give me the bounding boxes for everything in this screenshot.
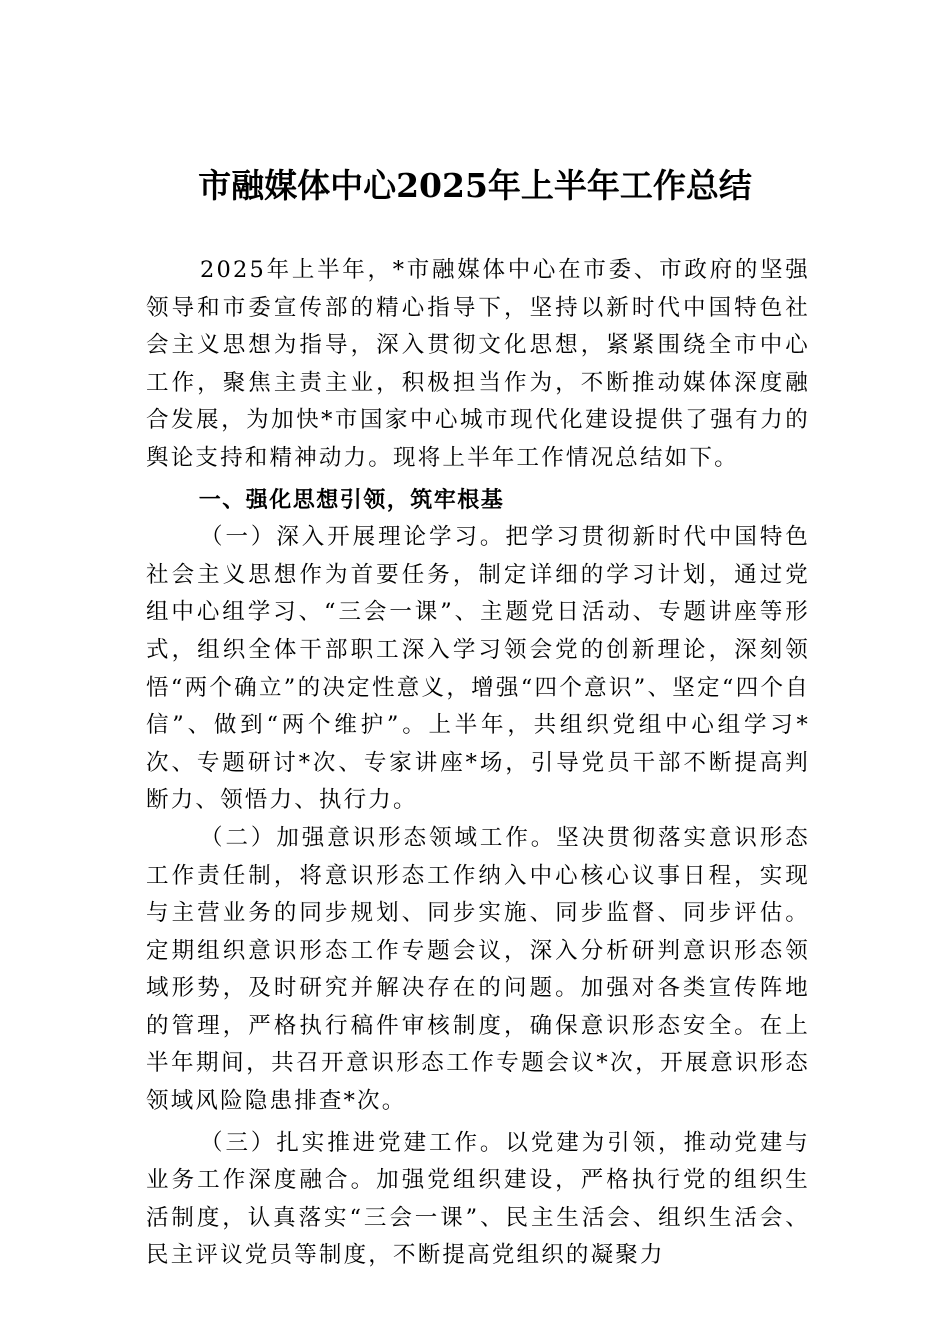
document-body [146,252,810,1275]
item-lead: （三）扎实推进党建工作。 [200,1129,506,1156]
item-text: 把学习贯彻新时代中国特色社会主义思想作为首要任务，制定详细的学习计划，通过党组中心组学习、“三会一课”、主题党日活动、专题讲座等形式，组织全体干部职工深入学习领会党的创新理论，深刻领悟“两个确立”的决定性意义，增强“四个意识”、坚定“四个自信”、做到“两个维护”。上半年，共组织党组中心组学习*次、专题研讨*次、专家讲座*场，引导党员干部不断提高判断力、领悟力、执行力。 [146,524,810,814]
item-text: 坚决贯彻落实意识形态工作责任制，将意识形态工作纳入中心核心议事日程，实现与主营业务的同步规划、同步实施、同步监督、同步评估。定期组织意识形态工作专题会议，深入分析研判意识形态领域形势，及时研究并解决存在的问题。加强对各类宣传阵地的管理，严格执行稿件审核制度，确保意识形态安全。在上半年期间，共召开意识形态工作专题会议*次，开展意识形态领域风险隐患排查*次。 [146,824,810,1115]
section-heading: 一、强化思想引领，筑牢根基 [198,487,505,513]
section-item-3 [146,1125,810,1275]
document-title: 市融媒体中心2025年上半年工作总结 [198,166,752,205]
item-lead: （二）加强意识形态领域工作。 [200,824,557,851]
section-item-2 [146,820,810,1121]
section-item-1 [146,519,810,820]
item-text: 以党建为引领，推动党建与业务工作深度融合。加强党组织建设，严格执行党的组织生活制度，认真落实“三会一课”、民主生活会、组织生活会、民主评议党员等制度，不断提高党组织的凝聚力 [146,1129,810,1269]
intro-paragraph: 2025年上半年，*市融媒体中心在市委、市政府的坚强领导和市委宣传部的精心指导下，坚持以新时代中国特色社会主义思想为指导，深入贯彻文化思想，紧紧围绕全市中心工作，聚焦主责主业，积极担当作为，不断推动媒体深度融合发展，为加快*市国家中心城市现代化建设提供了强有力的舆论支持和精神动力。现将上半年工作情况总结如下。 [146,257,810,471]
item-lead: （一）深入开展理论学习。 [200,524,506,551]
